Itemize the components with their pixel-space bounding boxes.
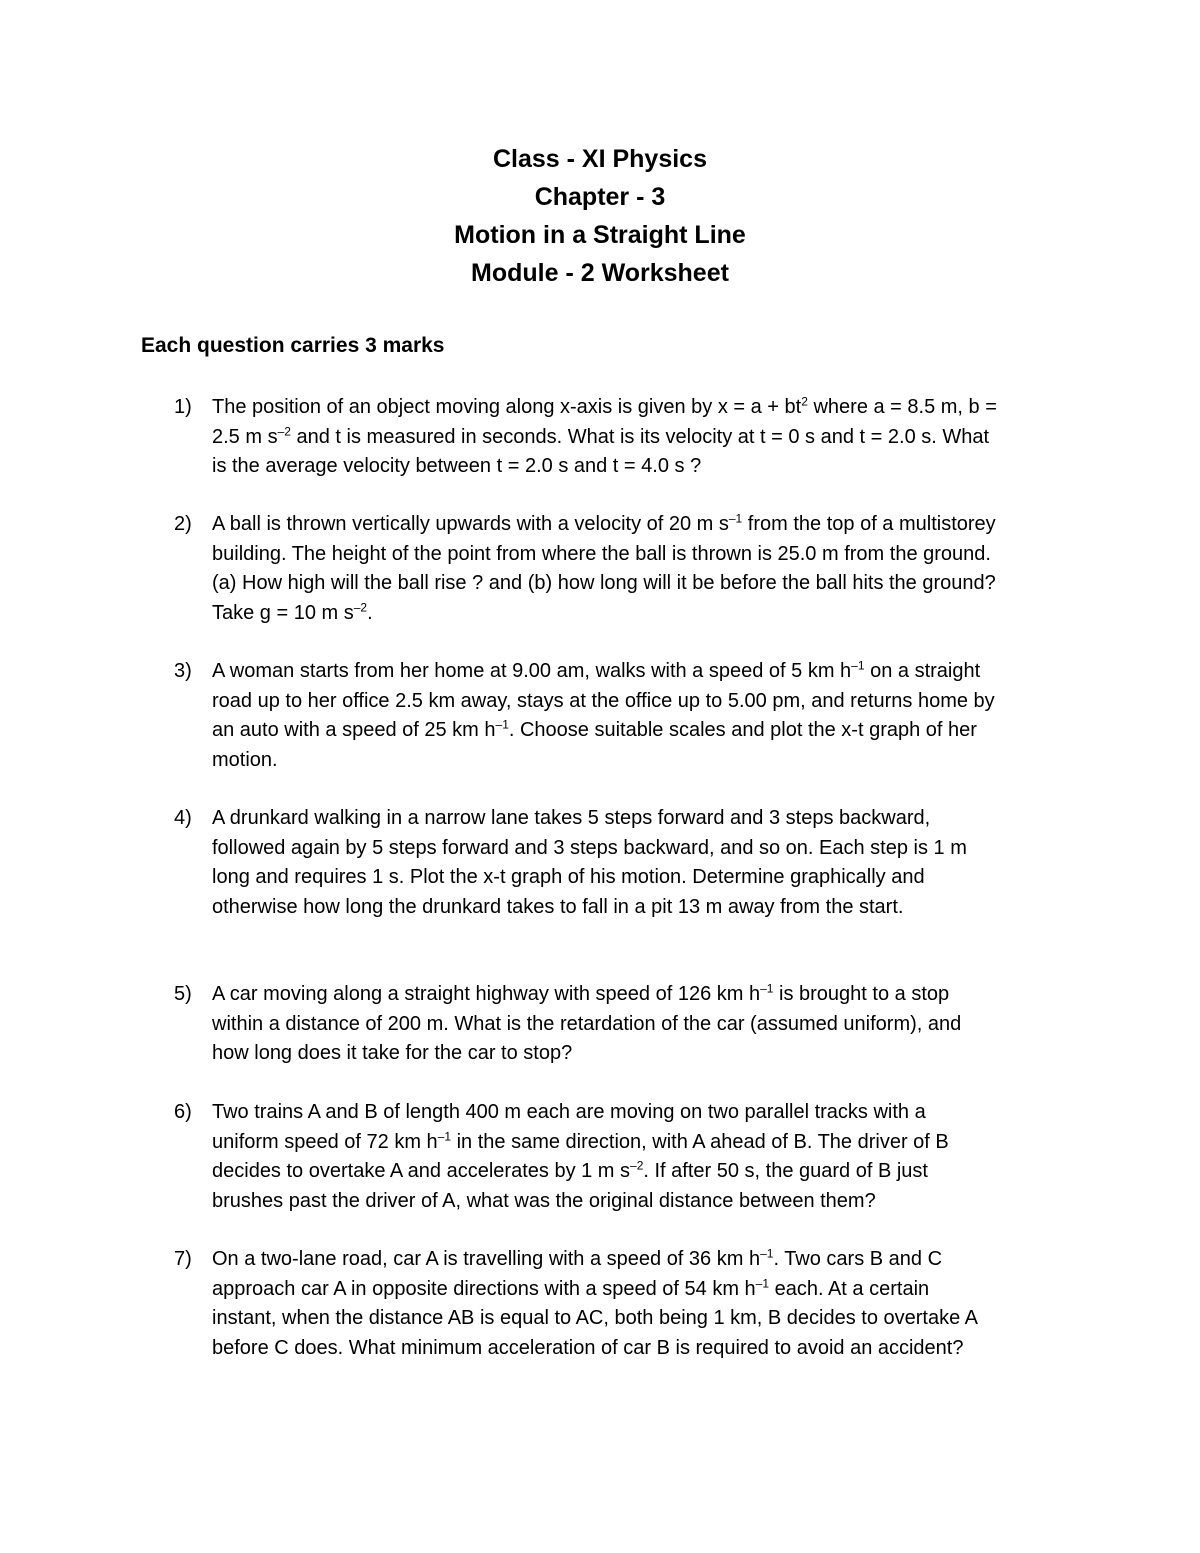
text-segment: A ball is thrown vertically upwards with a velocity of 20 m s xyxy=(212,513,729,535)
text-segment: road up to her office 2.5 km away, stays at the office up to 5.00 pm, and returns home by xyxy=(212,689,995,712)
class-title: Class - XI Physics xyxy=(492,145,707,173)
question-line xyxy=(212,1098,1072,1128)
text-segment: . xyxy=(367,601,373,624)
question-line xyxy=(212,510,1072,540)
superscript: –2 xyxy=(353,599,368,614)
text-segment: uniform speed of 72 km h xyxy=(212,1130,438,1153)
superscript: –2 xyxy=(277,423,291,438)
question-text xyxy=(212,980,1072,1069)
text-segment: an auto with a speed of 25 km h xyxy=(212,719,496,741)
question-number: 3) xyxy=(174,660,192,682)
superscript: –2 xyxy=(630,1158,644,1173)
question-line xyxy=(212,1334,1072,1364)
text-segment: A woman starts from her home at 9.00 am, walks with a speed of 5 km h xyxy=(212,660,852,682)
text-segment: each. At a certain xyxy=(769,1277,930,1300)
question-line xyxy=(212,980,1072,1010)
question-line xyxy=(212,569,1072,599)
text-segment: Two trains A and B of length 400 m each are moving on two parallel tracks with a xyxy=(212,1101,926,1123)
text-segment: . Choose suitable scales and plot the x-t graph of her xyxy=(508,719,977,741)
marks-instruction: Each question carries 3 marks xyxy=(141,334,445,357)
question-line xyxy=(212,1304,1072,1334)
text-segment: where a = 8.5 m, b = xyxy=(807,396,997,418)
chapter-name: Motion in a Straight Line xyxy=(454,221,746,249)
text-segment: brushes past the driver of A, what was the original distance between them? xyxy=(212,1189,876,1212)
question-line xyxy=(212,423,1072,453)
chapter-title: Chapter - 3 xyxy=(534,183,666,211)
text-segment: from the top of a multistorey xyxy=(742,513,996,535)
question-number: 6) xyxy=(174,1101,192,1123)
question-line xyxy=(212,599,1072,629)
question-line xyxy=(212,1245,1072,1275)
text-segment: The position of an object moving along x-axis is given by x = a + bt xyxy=(212,396,802,418)
text-segment: motion. xyxy=(212,748,278,771)
module-title: Module - 2 Worksheet xyxy=(471,259,729,287)
question-line xyxy=(212,1010,1072,1040)
text-segment: approach car A in opposite directions with a speed of 54 km h xyxy=(212,1277,756,1300)
text-segment: within a distance of 200 m. What is the retardation of the car (assumed uniform), and xyxy=(212,1012,962,1035)
question-text xyxy=(212,657,1072,775)
superscript: –1 xyxy=(728,511,743,526)
text-segment: A car moving along a straight highway with speed of 126 km h xyxy=(212,983,761,1005)
question-line xyxy=(212,452,1072,482)
superscript: –1 xyxy=(851,658,865,673)
question-number: 2) xyxy=(174,513,192,535)
question-text xyxy=(212,1098,1072,1216)
question-text xyxy=(212,1245,1072,1363)
question-line xyxy=(212,1128,1072,1158)
question-line xyxy=(212,804,1072,834)
question-line xyxy=(212,1157,1072,1187)
text-segment: (a) How high will the ball rise ? and (b) how long will it be before the ball hits the ground? xyxy=(212,572,996,594)
text-segment: in the same direction, with A ahead of B. The driver of B xyxy=(451,1130,949,1153)
text-segment: instant, when the distance AB is equal to AC, both being 1 km, B decides to overtake A xyxy=(212,1307,979,1329)
text-segment: decides to overtake A and accelerates by 1 m s xyxy=(212,1160,631,1182)
question-line xyxy=(212,746,1072,776)
text-segment: otherwise how long the drunkard takes to fall in a pit 13 m away from the start. xyxy=(212,895,904,918)
text-segment: is brought to a stop xyxy=(773,983,950,1005)
text-segment: 2.5 m s xyxy=(212,425,278,448)
text-segment: A drunkard walking in a narrow lane takes 5 steps forward and 3 steps backward, xyxy=(212,807,931,829)
question-line xyxy=(212,863,1072,893)
question-number: 1) xyxy=(174,396,192,418)
question-line xyxy=(212,1187,1072,1217)
question-number: 4) xyxy=(174,807,192,829)
text-segment: long and requires 1 s. Plot the x-t graph of his motion. Determine graphically and xyxy=(212,866,925,888)
question-line xyxy=(212,540,1072,570)
text-segment: Take g = 10 m s xyxy=(212,601,354,624)
question-line xyxy=(212,657,1072,687)
text-segment: . If after 50 s, the guard of B just xyxy=(643,1160,928,1182)
text-segment: followed again by 5 steps forward and 3 steps backward, and so on. Each step is 1 m xyxy=(212,836,967,859)
question-line xyxy=(212,834,1072,864)
question-text xyxy=(212,804,1072,922)
question-line xyxy=(212,393,1072,423)
question-line xyxy=(212,1039,1072,1069)
text-segment: is the average velocity between t = 2.0 s and t = 4.0 s ? xyxy=(212,455,702,477)
question-number: 7) xyxy=(174,1248,192,1270)
text-segment: and t is measured in seconds. What is its velocity at t = 0 s and t = 2.0 s. What xyxy=(290,425,990,448)
superscript: –1 xyxy=(437,1128,452,1143)
superscript: –1 xyxy=(755,1275,770,1290)
question-line xyxy=(212,687,1072,717)
question-line xyxy=(212,1275,1072,1305)
text-segment: on a straight xyxy=(864,660,981,682)
question-text xyxy=(212,393,1072,482)
superscript: –1 xyxy=(760,1246,774,1261)
question-number: 5) xyxy=(174,983,192,1005)
text-segment: On a two-lane road, car A is travelling with a speed of 36 km h xyxy=(212,1248,761,1270)
superscript: –1 xyxy=(495,717,509,732)
text-segment: before C does. What minimum acceleration of car B is required to avoid an accident? xyxy=(212,1336,964,1359)
question-text xyxy=(212,510,1072,628)
text-segment: . Two cars B and C xyxy=(773,1248,943,1270)
question-line xyxy=(212,893,1072,923)
text-segment: building. The height of the point from where the ball is thrown is 25.0 m from the ground. xyxy=(212,542,991,565)
superscript: –1 xyxy=(760,981,774,996)
text-segment: how long does it take for the car to stop? xyxy=(212,1042,573,1064)
title-block xyxy=(0,140,1200,292)
superscript: 2 xyxy=(801,394,808,409)
question-line xyxy=(212,716,1072,746)
